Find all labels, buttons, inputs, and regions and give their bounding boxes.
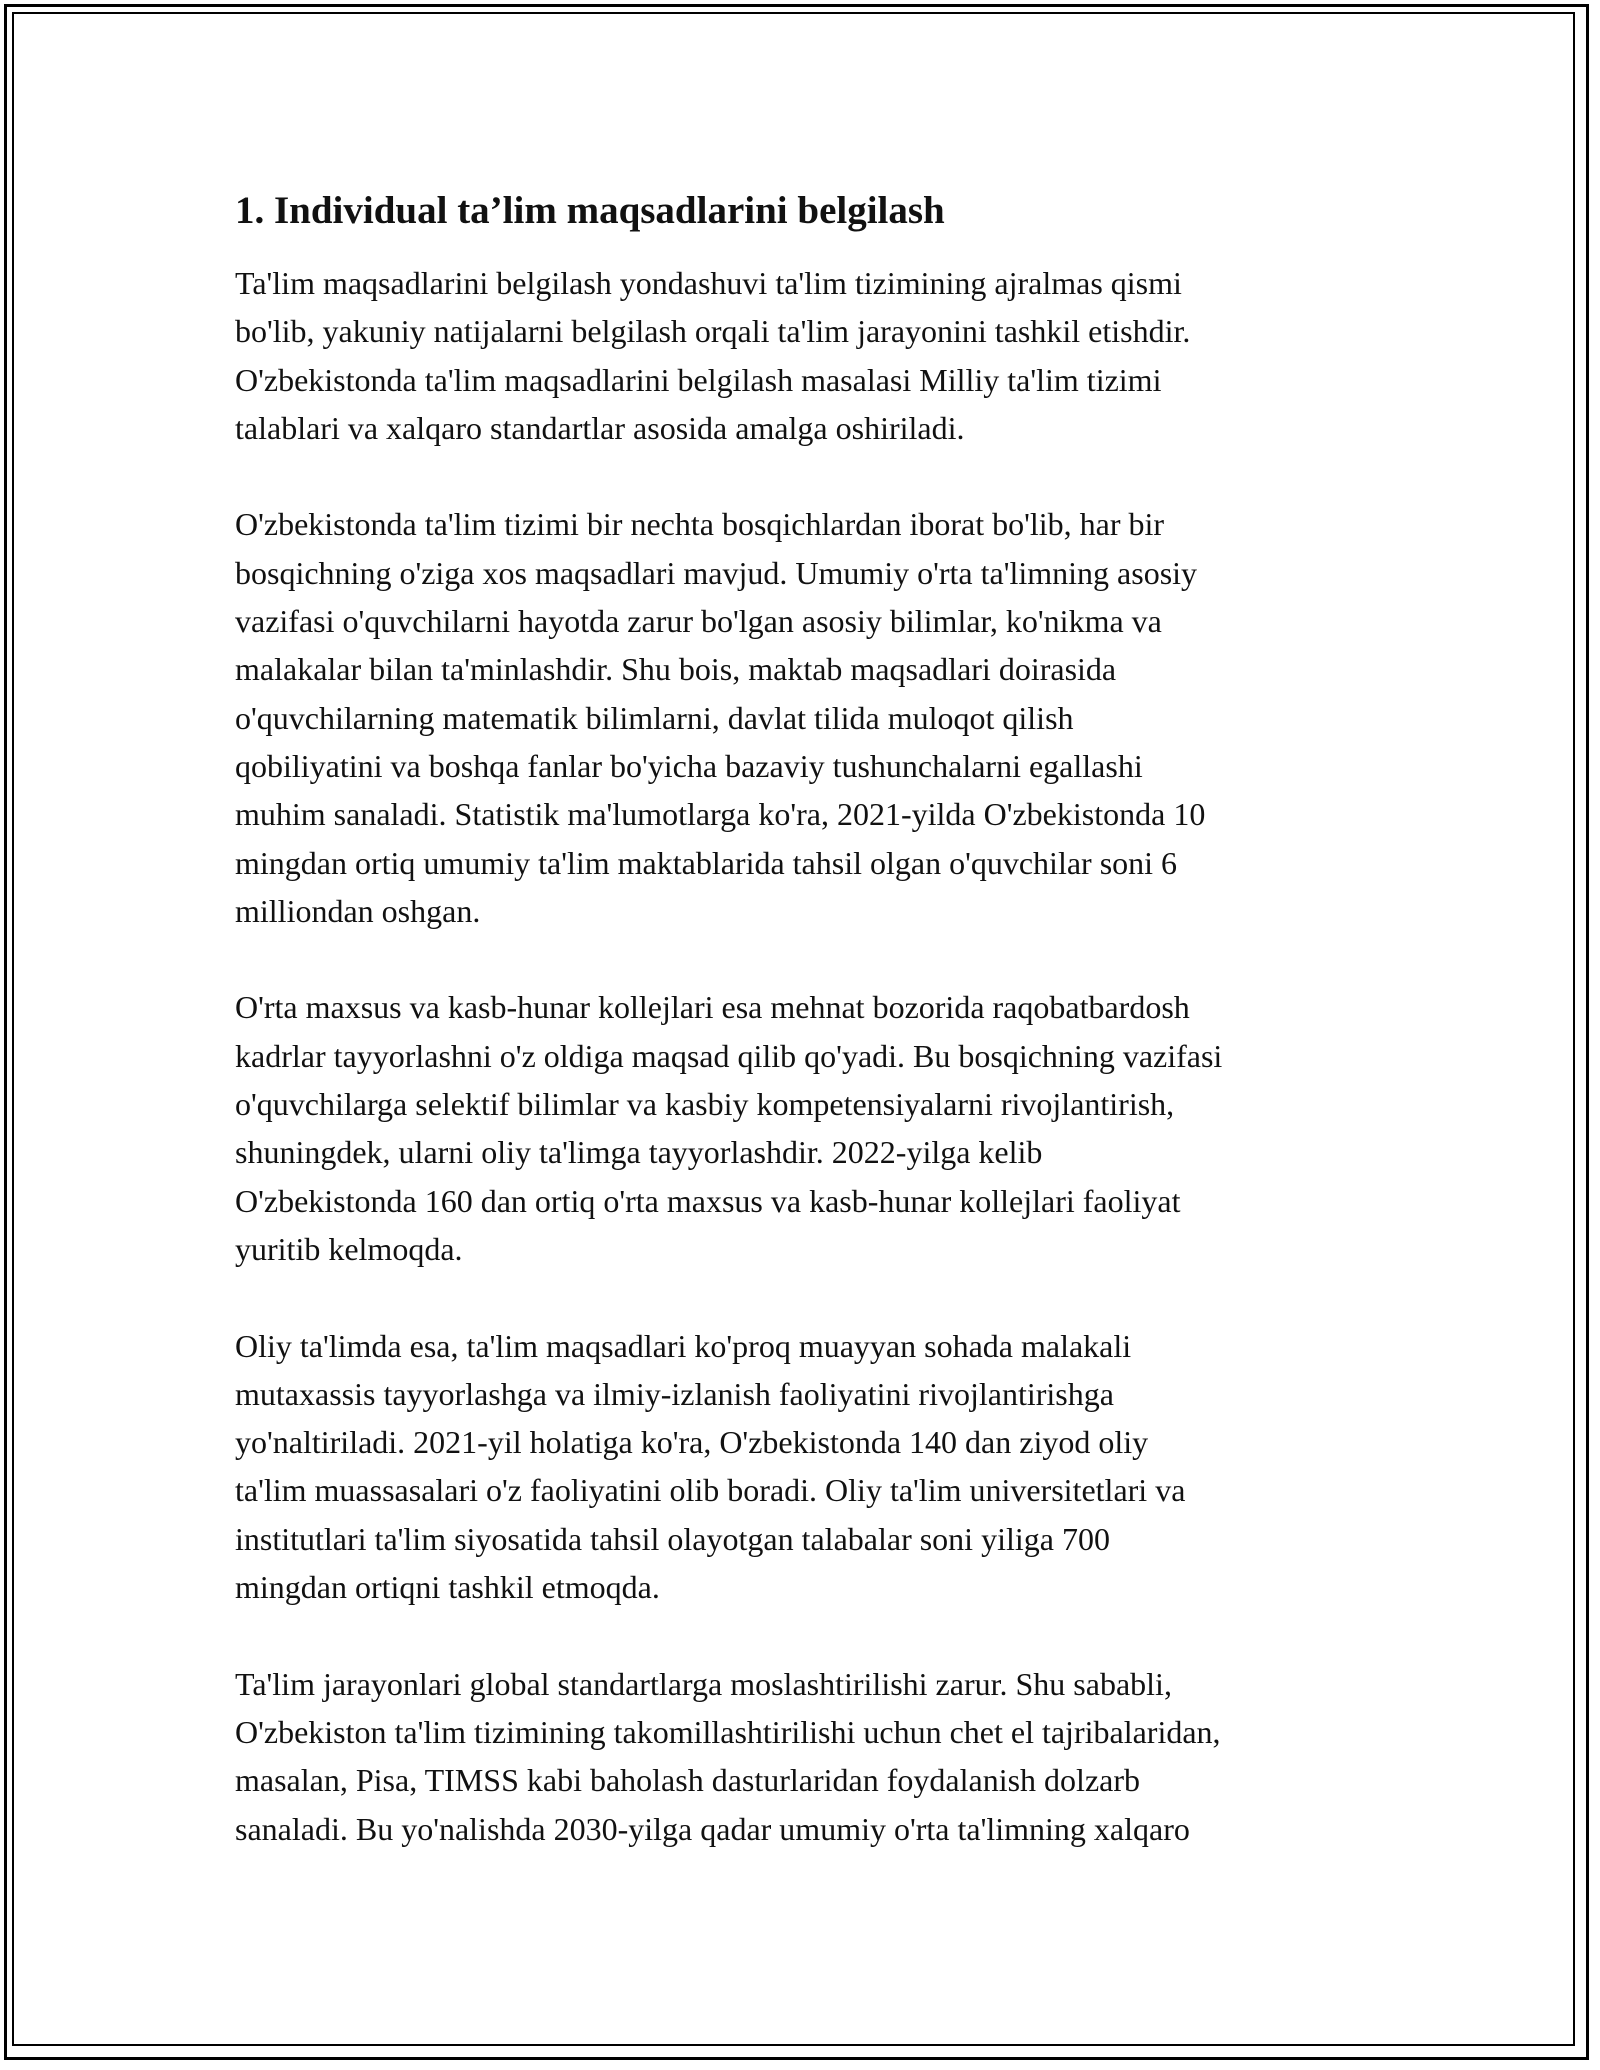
paragraph-3 <box>235 983 1385 1273</box>
paragraph-1 <box>235 259 1385 452</box>
paragraph-line: kadrlar tayyorlashni o'z oldiga maqsad qilib qo'yadi. Bu bosqichning vazifasi <box>235 1037 1223 1074</box>
paragraph-line: institutlari ta'lim siyosatida tahsil olayotgan talabalar soni yiliga 700 <box>235 1520 1110 1557</box>
paragraph-line: milliondan oshgan. <box>235 892 481 929</box>
section-heading: 1. Individual ta’lim maqsadlarini belgilash <box>235 189 945 232</box>
paragraph-line: talablari va xalqaro standartlar asosida amalga oshiriladi. <box>235 409 965 446</box>
paragraph-line: O'rta maxsus va kasb-hunar kollejlari esa mehnat bozorida raqobatbardosh <box>235 989 1190 1026</box>
paragraph-line: O'zbekiston ta'lim tizimining takomillashtirilishi uchun chet el tajribalaridan, <box>235 1713 1221 1750</box>
paragraph-line: Ta'lim jarayonlari global standartlarga moslashtirilishi zarur. Shu sababli, <box>235 1665 1172 1702</box>
paragraph-line: O'zbekistonda ta'lim maqsadlarini belgilash masalasi Milliy ta'lim tizimi <box>235 361 1162 398</box>
paragraph-line: yo'naltiriladi. 2021-yil holatiga ko'ra, O'zbekistonda 140 dan ziyod oliy <box>235 1424 1149 1461</box>
paragraph-line: yuritib kelmoqda. <box>235 1230 463 1267</box>
paragraph-line: malakalar bilan ta'minlashdir. Shu bois, maktab maqsadlari doirasida <box>235 651 1117 688</box>
paragraph-line: sanaladi. Bu yo'nalishda 2030-yilga qadar umumiy o'rta ta'limning xalqaro <box>235 1810 1190 1847</box>
paragraph-line: mutaxassis tayyorlashga va ilmiy-izlanish faoliyatini rivojlantirishga <box>235 1375 1114 1412</box>
paragraph-2 <box>235 500 1385 935</box>
paragraph-line: Ta'lim maqsadlarini belgilash yondashuvi ta'lim tizimining ajralmas qismi <box>235 265 1182 301</box>
paragraph-line: muhim sanaladi. Statistik ma'lumotlarga ko'ra, 2021-yilda O'zbekistonda 10 <box>235 796 1206 833</box>
paragraph-line: mingdan ortiqni tashkil etmoqda. <box>235 1569 660 1606</box>
paragraph-line: mingdan ortiq umumiy ta'lim maktablarida tahsil olgan o'quvchilar soni 6 <box>235 844 1178 881</box>
paragraph-line: Oliy ta'limda esa, ta'lim maqsadlari ko'proq muayyan sohada malakali <box>235 1327 1132 1364</box>
paragraph-line: o'quvchilarning matematik bilimlarni, davlat tilida muloqot qilish <box>235 699 1074 736</box>
paragraph-line: shuningdek, ularni oliy ta'limga tayyorlashdir. 2022-yilga kelib <box>235 1134 1043 1171</box>
paragraph-line: bo'lib, yakuniy natijalarni belgilash orqali ta'lim jarayonini tashkil etishdir. <box>235 313 1191 350</box>
paragraph-5 <box>235 1660 1385 1853</box>
paragraph-line: qobiliyatini va boshqa fanlar bo'yicha bazaviy tushunchalarni egallashi <box>235 747 1143 784</box>
paragraph-line: o'quvchilarga selektif bilimlar va kasbiy kompetensiyalarni rivojlantirish, <box>235 1086 1175 1123</box>
paragraph-line: O'zbekistonda 160 dan ortiq o'rta maxsus va kasb-hunar kollejlari faoliyat <box>235 1182 1181 1219</box>
paragraph-line: bosqichning o'ziga xos maqsadlari mavjud. Umumiy o'rta ta'limning asosiy <box>235 554 1198 591</box>
paragraph-line: O'zbekistonda ta'lim tizimi bir nechta bosqichlardan iborat bo'lib, har bir <box>235 506 1165 543</box>
paragraph-line: vazifasi o'quvchilarni hayotda zarur bo'lgan asosiy bilimlar, ko'nikma va <box>235 603 1162 640</box>
paragraph-line: masalan, Pisa, TIMSS kabi baholash dasturlaridan foydalanish dolzarb <box>235 1762 1140 1799</box>
paragraph-4 <box>235 1322 1385 1612</box>
document-body <box>235 185 1385 1901</box>
paragraph-line: ta'lim muassasalari o'z faoliyatini olib boradi. Oliy ta'lim universitetlari va <box>235 1472 1186 1509</box>
